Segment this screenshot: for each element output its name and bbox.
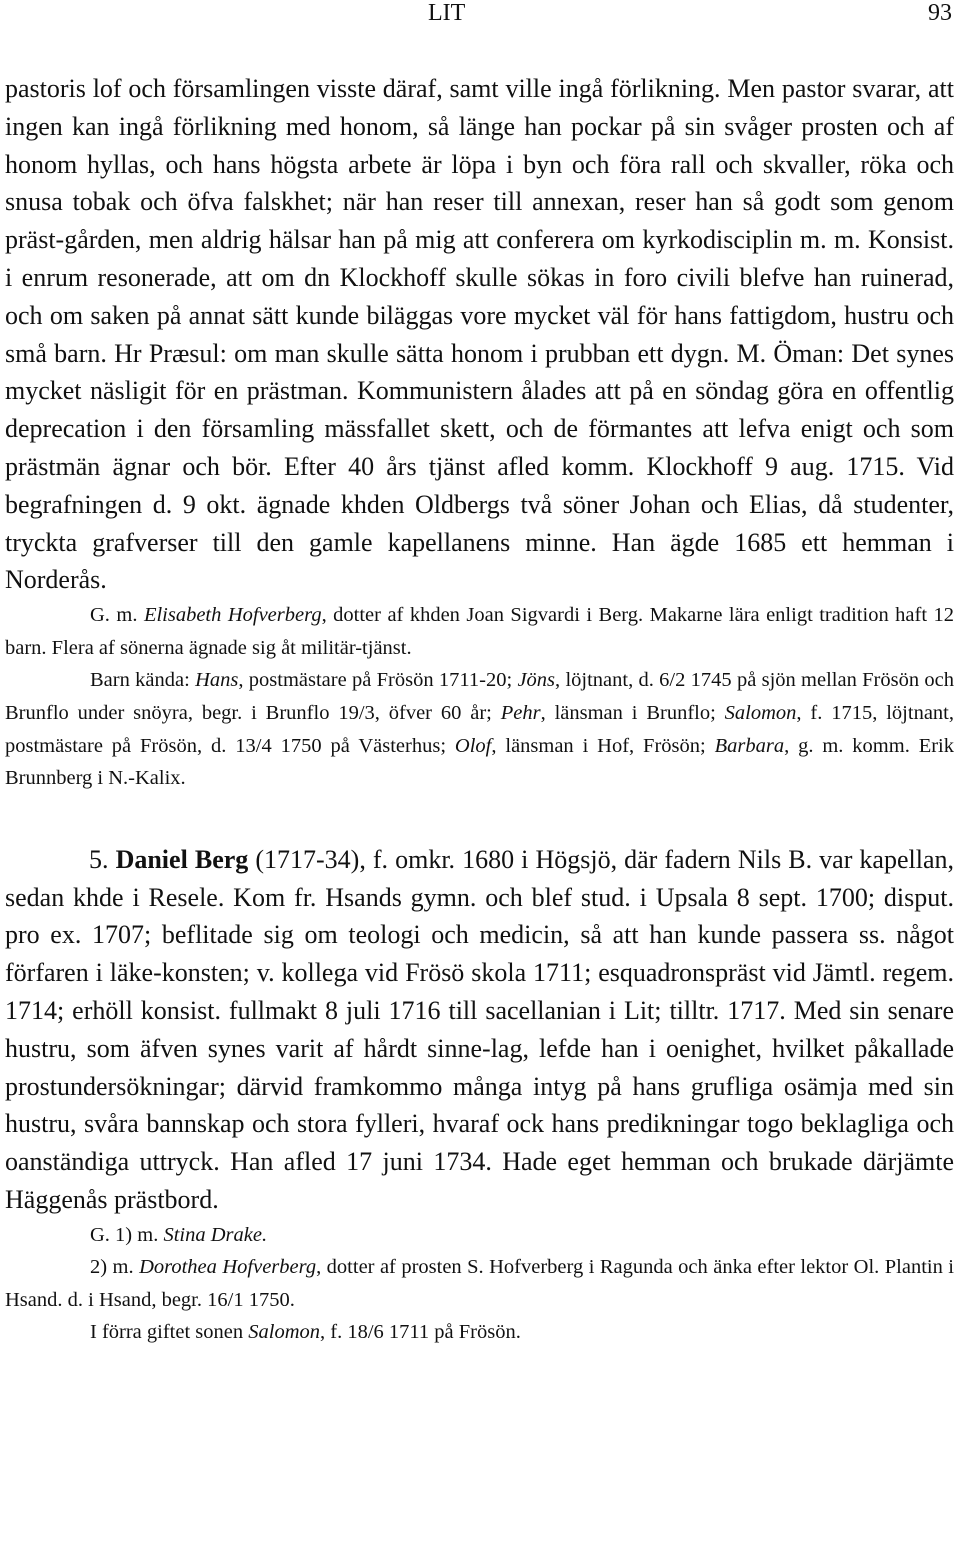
person-name: Jöns bbox=[517, 669, 556, 692]
text-paragraph bbox=[5, 70, 954, 599]
person-name: Hans bbox=[195, 669, 239, 692]
text-run: Barn kända: bbox=[90, 669, 196, 692]
text-run: G. m. bbox=[90, 604, 144, 627]
text-run: (1717-34), f. omkr. 1680 i Högsjö, där fadern Nils B. var kapellan, sedan khde i Resele. Kom fr. Hsands gymn. och blef stud. i Upsala 8 sept. 1700; disput. pro ex. 1707; beflitade sig om teologi och medicin, så att han kunde passera ss. något förfaren i läke-konsten; v. kollega vid Frösö skola 1711; esquadronspräst vid Jämtl. regem. 1714; erhöll konsist. fullmakt 8 juli 1716 till sacellanian i Lit; tilltr. 1717. Med sin senare hustru, som äfven synes varit af hårdt sinne-lag, lefde han i oenighet, hvilket påkallade prostundersökningar; därvid framkommo många intyg på hans grufliga osämja med sin hustru, svåra bannskap och stora fylleri, hvaraf ock hans predikningar togo beklagliga och oanständiga uttryck. Han afled 17 juni 1734. Hade eget hemman och brukade därjämte Häggenås prästbord. bbox=[5, 844, 954, 1214]
page-number: 93 bbox=[928, 0, 952, 26]
text-run: , g. m. komm. Erik Brunnberg i N.-Kalix. bbox=[5, 734, 954, 790]
text-run: G. 1) m. bbox=[90, 1223, 164, 1246]
person-name: Salomon bbox=[248, 1321, 320, 1344]
text-paragraph bbox=[5, 1251, 954, 1316]
entry-paragraph bbox=[5, 841, 954, 1219]
text-run: , f. 1715, löjtnant, postmästare på Frösön, d. 13/4 1750 på Västerhus; bbox=[5, 701, 954, 757]
body-text bbox=[5, 70, 954, 1349]
text-run: 2) m. bbox=[90, 1256, 140, 1279]
text-paragraph bbox=[5, 599, 954, 664]
person-name: Pehr bbox=[500, 701, 541, 724]
text-run: , dotter af khden Joan Sigvardi i Berg. Makarne lära enligt tradition haft 12 barn. Flera af sönerna ägnade sig åt militär-tjänst. bbox=[5, 604, 954, 659]
person-name: Olof bbox=[454, 734, 492, 757]
person-name: Dorothea Hofverberg bbox=[139, 1256, 317, 1279]
person-name: Salomon bbox=[724, 701, 797, 724]
person-name: Barbara bbox=[714, 734, 785, 757]
text-run: , postmästare på Frösön 1711-20; bbox=[238, 669, 518, 692]
page-header bbox=[0, 0, 960, 30]
person-name: Stina Drake. bbox=[163, 1223, 268, 1246]
text-paragraph bbox=[5, 1316, 954, 1349]
text-run: , löjtnant, d. 6/2 1745 på sjön mellan Frösön och Brunflo under snöyra, begr. i Brunflo 19/3, öfver 60 år; bbox=[5, 669, 954, 724]
person-name: Elisabeth Hofverberg bbox=[143, 604, 322, 627]
text-run: pastoris lof och församlingen visste däraf, samt ville ingå förlikning. Men pastor svarar, att ingen kan ingå förlikning med honom, så länge han pockar på sin svåger prosten och af honom hyllas, och hans högsta arbete är löpa i byn och föra rall och skvaller, röka och snusa tobak och öfva falskhet; när han reser till annexan, reser han så godt som genom präst-gården, men aldrig hälsar han på mig att conferera om kyrkodisciplin m. m. Konsist. i enrum resonerade, att om dn Klockhoff skulle sökas in foro civili blefve han ruinerad, och om saken på annat sätt kunde biläggas vore mycket väl för hans fattigdom, hustru och små barn. Hr Præsul: om man skulle sätta honom i prubban ett dygn. M. Öman: Det synes mycket näsligit för en prästman. Kommunistern ålades att på en söndag göra en offentlig deprecation i den församling mässfallet skett, och de förmantes att lefva enigt och som prästmän ägnar och bör. Efter 40 års tjänst afled komm. Klockhoff 9 aug. 1715. Vid begrafningen d. 9 okt. ägnade khden Oldbergs två söner Johan och Elias, då studenter, tryckta grafverser till den gamle kapellanens minne. Han ägde 1685 ett hemman i Norderås. bbox=[5, 74, 954, 595]
text-paragraph bbox=[5, 664, 954, 794]
text-run: I förra giftet sonen bbox=[90, 1321, 249, 1344]
text-run: 5. bbox=[89, 844, 116, 874]
text-run: , dotter af prosten S. Hofverberg i Ragunda och änka efter lektor Ol. Plantin i Hsand. d. i Hsand, begr. 16/1 1750. bbox=[5, 1256, 954, 1311]
running-title: LIT bbox=[428, 0, 466, 26]
text-run: , f. 18/6 1711 på Frösön. bbox=[320, 1321, 521, 1344]
text-paragraph bbox=[5, 1219, 954, 1252]
text-run: , länsman i Hof, Frösön; bbox=[491, 734, 715, 757]
entry-name: Daniel Berg bbox=[115, 844, 249, 874]
text-run: , länsman i Brunflo; bbox=[540, 701, 725, 724]
